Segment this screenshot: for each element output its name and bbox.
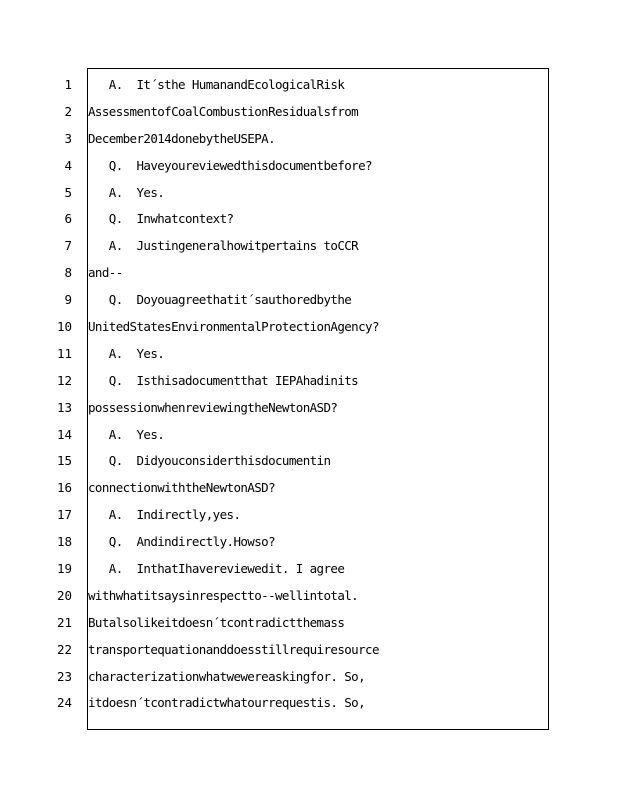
transcript-line [0, 314, 618, 341]
line-number: 11 [56, 345, 72, 361]
line-text: possessionwhenreviewingtheNewtonASD? [88, 399, 338, 415]
line-number: 18 [56, 534, 72, 550]
line-text: itdoesn´tcontradictwhatourrequestis. So, [88, 695, 366, 711]
transcript-line [0, 126, 618, 153]
line-text: A. Yes. [88, 426, 165, 442]
transcript-line [0, 502, 618, 529]
transcript-line [0, 395, 618, 422]
line-number: 15 [56, 453, 72, 469]
line-number: 19 [56, 561, 72, 577]
line-text: Q. Doyouagreethatit´sauthoredbythe [88, 292, 352, 308]
line-number: 7 [64, 238, 72, 254]
line-text: Butalsolikeitdoesn´tcontradictthemass [88, 614, 345, 630]
line-number: 1 [64, 77, 72, 92]
line-text: Q. Andindirectly.Howso? [88, 534, 275, 550]
line-number: 2 [64, 103, 72, 119]
line-text: and-- [88, 265, 123, 281]
transcript-line [0, 153, 618, 180]
line-number: 24 [56, 695, 72, 711]
line-text: Q. Inwhatcontext? [88, 211, 234, 227]
line-number: 23 [56, 668, 72, 684]
line-text: connectionwiththeNewtonASD? [88, 480, 275, 496]
line-number: 10 [56, 319, 72, 335]
line-number: 8 [64, 265, 72, 281]
transcript-line [0, 72, 618, 99]
line-number: 12 [56, 372, 72, 388]
line-number: 6 [64, 211, 72, 227]
line-text: Q. Isthisadocumentthat IEPAhadinits [88, 372, 359, 388]
transcript-line [0, 180, 618, 207]
line-number: 5 [64, 184, 72, 200]
line-number: 3 [64, 130, 72, 146]
line-text: A. Yes. [88, 345, 165, 361]
line-number: 20 [56, 587, 72, 603]
line-number: 13 [56, 399, 72, 415]
line-text: characterizationwhatwewereaskingfor. So, [88, 668, 366, 684]
transcript-line [0, 690, 618, 717]
line-text: December2014donebytheUSEPA. [88, 130, 275, 146]
transcript-line [0, 475, 618, 502]
transcript-line [0, 556, 618, 583]
line-text: A. Yes. [88, 184, 165, 200]
transcript-line [0, 233, 618, 260]
transcript-line [0, 610, 618, 637]
transcript-line [0, 341, 618, 368]
line-text: A. Indirectly,yes. [88, 507, 241, 523]
transcript-line [0, 664, 618, 691]
line-number: 9 [64, 292, 72, 308]
transcript-line [0, 448, 618, 475]
line-number: 17 [56, 507, 72, 523]
transcript-line [0, 583, 618, 610]
line-number: 14 [56, 426, 72, 442]
line-number: 4 [64, 157, 72, 173]
line-text: A. It´sthe HumanandEcologicalRisk [88, 77, 345, 92]
line-number: 21 [56, 614, 72, 630]
transcript-line [0, 637, 618, 664]
transcript-line [0, 422, 618, 449]
line-text: Q. Didyouconsiderthisdocumentin [88, 453, 331, 469]
line-text: Q. Haveyoureviewedthisdocumentbefore? [88, 157, 372, 173]
line-number: 22 [56, 641, 72, 657]
transcript-line [0, 99, 618, 126]
line-number: 16 [56, 480, 72, 496]
line-text: A. Justingeneralhowitpertains toCCR [88, 238, 359, 254]
line-text: UnitedStatesEnvironmentalProtectionAgency? [88, 319, 379, 335]
transcript-line [0, 368, 618, 395]
line-text: A. InthatIhavereviewedit. I agree [88, 561, 345, 577]
transcript-line [0, 260, 618, 287]
transcript-line [0, 287, 618, 314]
transcript-line [0, 206, 618, 233]
transcript-line [0, 529, 618, 556]
line-text: withwhatitsaysinrespectto--wellintotal. [88, 587, 359, 603]
transcript-lines [0, 72, 618, 717]
line-text: AssessmentofCoalCombustionResidualsfrom [88, 103, 359, 119]
line-text: transportequationanddoesstillrequiresource [88, 641, 379, 657]
